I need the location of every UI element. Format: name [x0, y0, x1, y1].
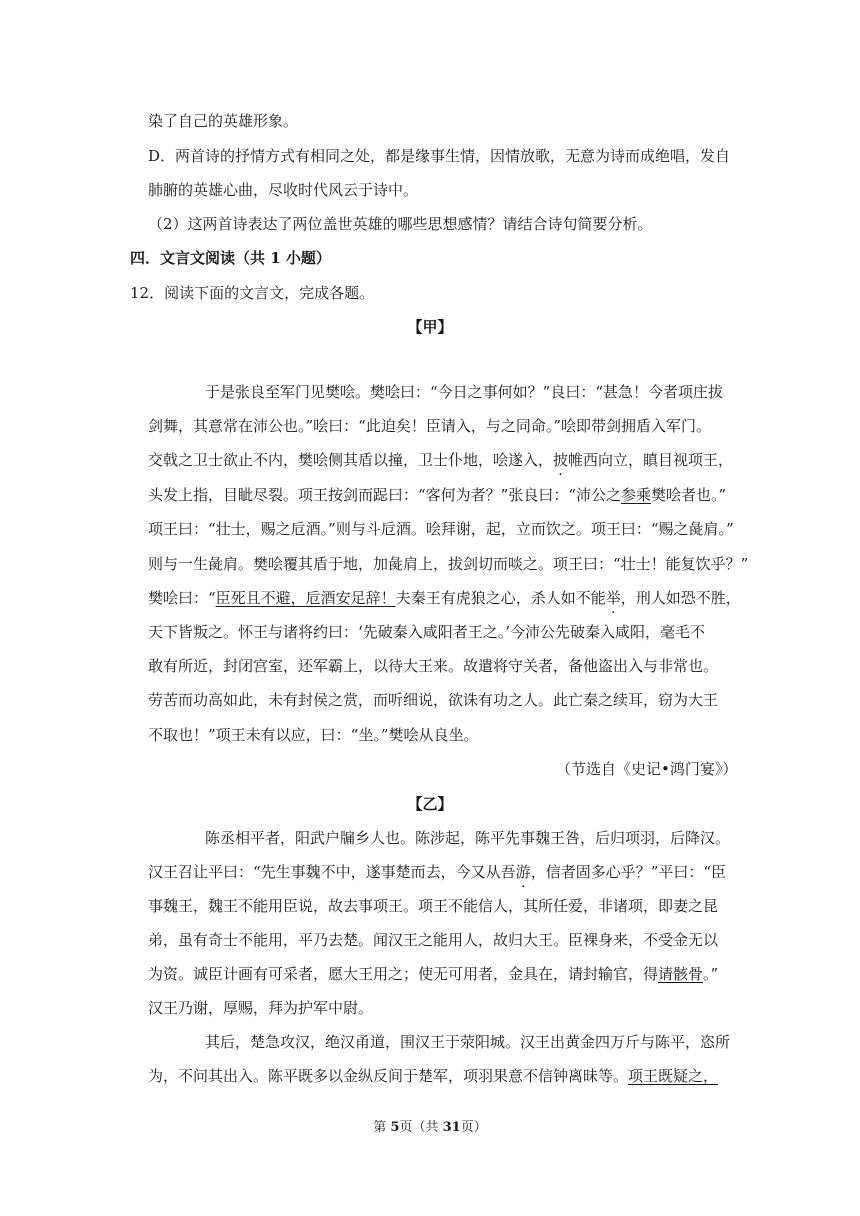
answer-option-c-continuation: 染了自己的英雄形象。 — [148, 112, 299, 130]
passage-jia-line-4-text-a: 头发上指，目眦尽裂。项王按剑而跽曰：“客何为者？”张良曰：“沛公之 — [148, 486, 622, 504]
passage-jia-line-8: 天下皆叛之。怀王与诸将约曰：‘先破秦入咸阳者王之。’今沛公先破秦入咸阳，毫毛不 — [148, 623, 706, 641]
passage-jia-line-3-text-a: 交戟之卫士欲止不内，樊哙侧其盾以撞，卫士仆地，哙遂入， — [148, 451, 554, 469]
passage-jia-line-7 — [148, 588, 741, 608]
passage-yi-line-2-text-a: 汉王召让平曰：“先生事魏不中，遂事楚而去，今又从吾 — [148, 863, 516, 881]
passage-yi-line-8-text: 为，不问其出入。陈平既多以金纵反间于楚军，项羽果意不信钟离昧等。 — [148, 1067, 629, 1085]
passage-jia-line-9: 敢有所近，封闭宫室，还军霸上，以待大王来。故遣将守关者，备他盗出入与非常也。 — [148, 657, 719, 675]
passage-yi-line-3: 事魏王，魏王不能用臣说，故去事项王。项王不能信人，其所任爱，非诸项，即妻之昆 — [148, 897, 719, 915]
passage-yi-line-5-text-b: 。” — [703, 965, 719, 983]
question-11-part-2: （2）这两首诗表达了两位盖世英雄的哪些思想感情？请结合诗句简要分析。 — [148, 215, 653, 233]
passage-jia-line-5: 项王曰：“壮士，赐之卮酒。”则与斗卮酒。哙拜谢，起，立而饮之。项王曰：“赐之彘肩。” — [148, 520, 734, 538]
footer-middle: 页（共 — [399, 1120, 443, 1135]
total-pages: 31 — [442, 1120, 461, 1135]
underlined-sentence: 臣死且不避，卮酒安足辞！ — [215, 589, 396, 607]
footer-prefix: 第 — [373, 1120, 391, 1135]
passage-jia-line-7-text-a: 樊哙曰：“ — [148, 589, 216, 607]
underlined-final-clause: 项王既疑之， — [628, 1067, 719, 1085]
passage-yi-line-1: 陈丞相平者，阳武户牖乡人也。陈涉起，陈平先事魏王咎，后归项羽，后降汉。 — [205, 829, 731, 847]
emphasis-dot-pi: 披 — [553, 451, 569, 469]
underlined-cansheng: 参乘 — [621, 486, 652, 504]
underlined-qinghaigu: 请骸骨 — [658, 965, 704, 983]
passage-yi-line-2 — [148, 862, 726, 882]
passage-jia-line-7-text-c: ，刑人如恐不胜， — [620, 589, 741, 607]
passage-jia-heading: 【甲】 — [407, 318, 453, 336]
passage-yi-line-4: 弟，虽有奇士不能用，平乃去楚。闻汉王之能用人，故归大王。臣裸身来，不受金无以 — [148, 931, 719, 949]
passage-jia-line-1: 于是张良至军门见樊哙。樊哙曰：“今日之事何如？”良曰：“甚急！今者项庄拔 — [205, 383, 724, 401]
passage-jia-line-10: 劳苦而功高如此，未有封侯之赏，而听细说，欲诛有功之人。此亡秦之续耳，窃为大王 — [148, 691, 719, 709]
passage-yi-line-2-text-b: ，信者固多心乎？”平曰：“臣 — [530, 863, 727, 881]
passage-yi-line-7: 其后，楚急攻汉，绝汉甬道，围汉王于荥阳城。汉王出黄金四万斤与陈平，恣所 — [205, 1033, 731, 1051]
page-footer — [0, 1118, 860, 1138]
answer-option-d-continuation: 肺腑的英雄心曲，尽收时代风云于诗中。 — [148, 181, 419, 199]
page-number: 5 — [390, 1120, 400, 1135]
passage-jia-line-4-text-b: 樊哙者也。” — [651, 486, 727, 504]
emphasis-dot-you: 游 — [515, 863, 531, 881]
passage-jia-line-4 — [148, 485, 726, 505]
section-title: 四．文言文阅读（共 1 小题） — [130, 249, 331, 267]
passage-jia-line-2: 剑舞，其意常在沛公也。”哙曰：“此迫矣！臣请入，与之同命。”哙即带剑拥盾入军门。 — [148, 417, 712, 435]
passage-jia-line-3-text-b: 帷西向立，瞋目视项王， — [568, 451, 734, 469]
passage-yi-heading: 【乙】 — [407, 795, 453, 813]
question-12-stem: 12．阅读下面的文言文，完成各题。 — [130, 284, 375, 302]
passage-jia-source: （节选自《史记•鸿门宴》） — [556, 760, 738, 778]
passage-jia-line-7-text-b: 夫秦王有虎狼之心，杀人如不能 — [395, 589, 606, 607]
passage-jia-line-3 — [148, 450, 733, 470]
emphasis-dot-ju: 举 — [605, 589, 621, 607]
answer-option-d: D．两首诗的抒情方式有相同之处，都是缘事生情，因情放歌，无意为诗而成绝唱，发自 — [148, 147, 731, 165]
passage-jia-line-6: 则与一生彘肩。樊哙覆其盾于地，加彘肩上，拔剑切而啖之。项王曰：“壮士！能复饮乎？” — [148, 555, 749, 573]
passage-jia-line-11: 不取也！”项王未有以应，曰：“坐。”樊哙从良坐。 — [148, 726, 479, 744]
passage-yi-line-5 — [148, 964, 718, 984]
footer-suffix: 页） — [460, 1120, 487, 1135]
passage-yi-line-6: 汉王乃谢，厚赐，拜为护军中尉。 — [148, 999, 374, 1017]
passage-yi-line-8 — [148, 1066, 718, 1086]
passage-yi-line-5-text-a: 为资。诚臣计画有可采者，愿大王用之；使无可用者，金具在，请封输官，得 — [148, 965, 659, 983]
